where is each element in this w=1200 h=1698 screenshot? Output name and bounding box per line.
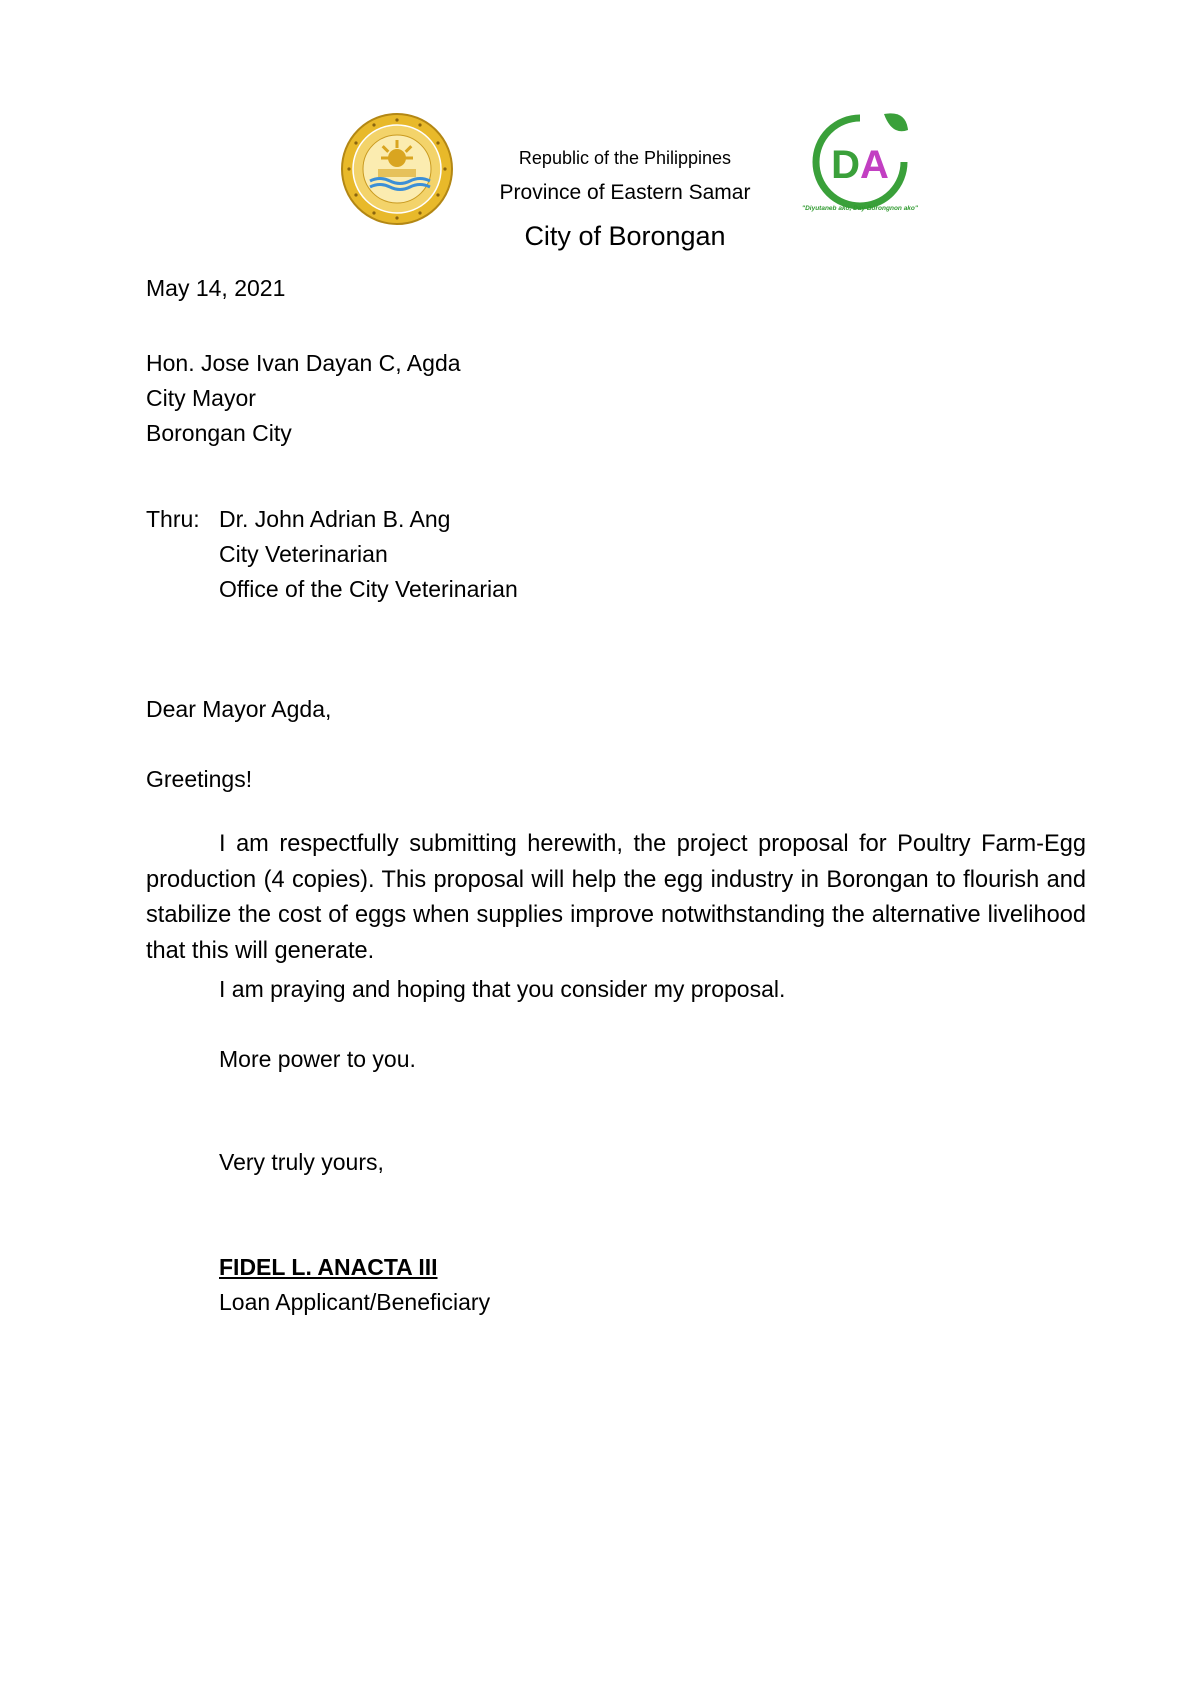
body-paragraph-2: I am praying and hoping that you consider my proposal. xyxy=(219,976,786,1002)
da-logo xyxy=(800,108,920,220)
closing: Very truly yours, xyxy=(219,1149,384,1175)
signatory-name: FIDEL L. ANACTA III xyxy=(219,1254,438,1280)
body-paragraph-1: I am respectfully submitting herewith, the project proposal for Poultry Farm-Egg production (4 copies). This proposal will help the egg industry in Borongan to flourish and stabilize the cost of eggs when supplies improve notwithstanding the alternative livelihood that this will generate. xyxy=(146,831,1086,964)
thru-label: Thru: xyxy=(146,506,200,532)
da-logo-letters: DA xyxy=(831,143,889,187)
body-paragraph-3: More power to you. xyxy=(219,1046,416,1072)
greeting: Greetings! xyxy=(146,766,253,792)
letterhead-city: City of Borongan xyxy=(524,221,726,251)
letterhead-province: Province of Eastern Samar xyxy=(499,181,751,204)
recipient-place: Borongan City xyxy=(146,420,292,446)
thru-title: City Veterinarian xyxy=(219,541,388,567)
recipient-title: City Mayor xyxy=(146,385,256,411)
da-motto: "Diyutaneb ako, Day Borongnon ako" xyxy=(802,204,918,212)
letter-date: May 14, 2021 xyxy=(146,275,286,301)
recipient-name: Hon. Jose Ivan Dayan C, Agda xyxy=(146,350,461,376)
letterhead-republic: Republic of the Philippines xyxy=(518,148,732,168)
city-seal-logo xyxy=(340,112,454,226)
thru-office: Office of the City Veterinarian xyxy=(219,576,518,602)
signatory-role: Loan Applicant/Beneficiary xyxy=(219,1289,491,1315)
salutation: Dear Mayor Agda, xyxy=(146,696,332,722)
thru-name: Dr. John Adrian B. Ang xyxy=(219,506,451,532)
